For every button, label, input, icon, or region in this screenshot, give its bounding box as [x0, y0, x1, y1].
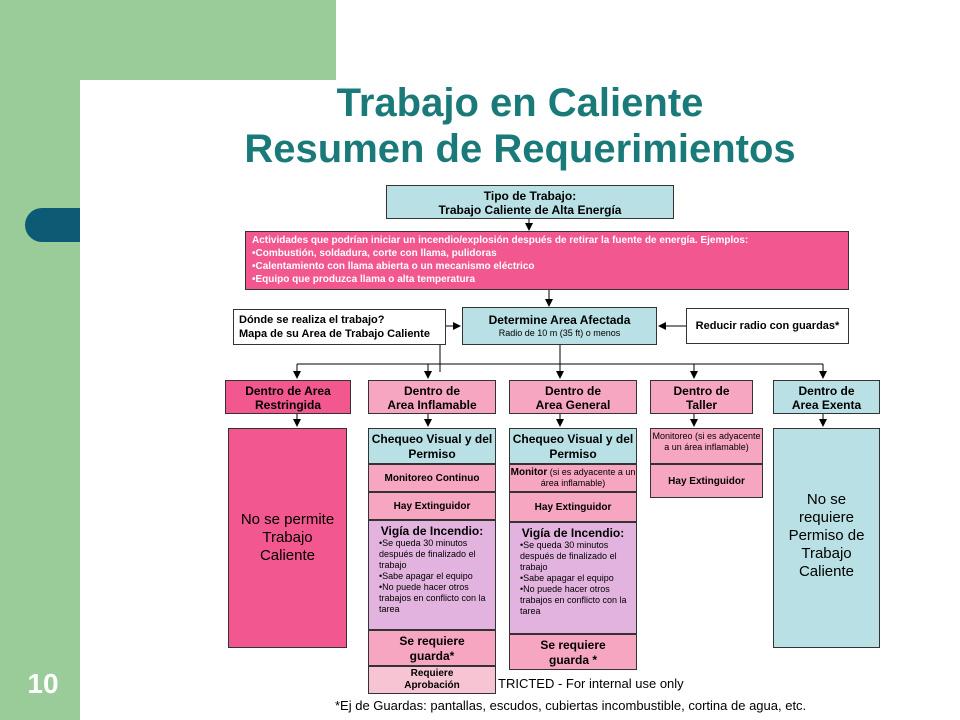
col3-check-text: Chequeo Visual y del Permiso: [512, 432, 634, 461]
reduce-radius-label: Reducir radio con guardas*: [695, 320, 840, 332]
zone-shop-box: [650, 380, 753, 414]
reduce-radius-box: [686, 308, 849, 344]
firewatch-item: • Sabe apagar el equipo: [520, 573, 632, 584]
zone-line: Dentro de: [673, 384, 730, 398]
col4-extinguisher-box: [650, 464, 763, 498]
no-permit-text: No se requiere Permiso de Trabajo Caliente: [788, 491, 865, 580]
zone-general-box: [509, 380, 637, 414]
col2-check-box: [368, 428, 496, 464]
determine-area-box: [462, 307, 657, 345]
work-type-box: [386, 185, 674, 219]
zone-line: Dentro de: [798, 384, 855, 398]
col2-approval-box: [368, 666, 496, 694]
zone-line: Dentro de Area: [245, 384, 331, 398]
work-location-question: Dónde se realiza el trabajo?: [239, 314, 385, 326]
col2-monitor-text: Monitoreo Continuo: [384, 473, 480, 484]
zone-restricted-box: [225, 380, 351, 414]
title-line-1: Trabajo en Caliente: [336, 81, 704, 125]
no-hot-work-box: [228, 428, 347, 648]
zone-line: Dentro de: [544, 384, 601, 398]
col2-firewatch-title: Vigía de Incendio:: [380, 524, 484, 538]
col3-firewatch-box: [509, 522, 637, 634]
work-location-box: [233, 309, 446, 345]
work-type-value: Trabajo Caliente de Alta Energía: [438, 203, 622, 217]
col4-monitor-text: Monitoreo (si es adyacente a un área inflamable): [652, 431, 761, 452]
activities-box: [245, 231, 849, 290]
col2-monitor-box: [368, 464, 496, 492]
confidential-footer: TRICTED - For internal use only: [498, 676, 684, 691]
zone-flammable-box: [368, 380, 496, 414]
title-line-2: Resumen de Requerimientos: [244, 127, 796, 171]
activity-bullet: •Combustión, soldadura, corte con llama, pulidoras: [252, 248, 497, 259]
col2-check-text: Chequeo Visual y del Permiso: [371, 432, 493, 461]
determine-area-radius: Radio de 10 m (35 ft) o menos: [498, 328, 621, 338]
firewatch-item: • No puede hacer otros trabajos en conflicto con la tarea: [520, 584, 632, 617]
activity-bullet: •Calentamiento con llama abierta o un mecanismo eléctrico: [252, 261, 535, 272]
firewatch-item: • Se queda 30 minutos después de finalizado el trabajo: [520, 540, 632, 573]
zone-line: Area Exenta: [791, 398, 862, 412]
col2-firewatch-list: [373, 538, 491, 615]
firewatch-item: • No puede hacer otros trabajos en conflicto con la tarea: [379, 582, 491, 615]
zone-line: Restringida: [254, 398, 321, 412]
no-permit-box: [773, 428, 880, 648]
zone-line: Dentro de: [403, 384, 460, 398]
work-type-label: Tipo de Trabajo:: [483, 189, 577, 203]
work-location-map: Mapa de su Area de Trabajo Caliente: [239, 328, 430, 340]
col2-guard-box: [368, 630, 496, 666]
col3-extinguisher-box: [509, 492, 637, 522]
col3-check-box: [509, 428, 637, 464]
col3-extinguisher-text: Hay Extinguidor: [534, 502, 612, 513]
activity-bullet: •Equipo que produzca llama o alta temperatura: [252, 274, 476, 285]
guards-footnote: *Ej de Guardas: pantallas, escudos, cubiertas incombustible, cortina de agua, etc.: [335, 698, 807, 713]
col3-firewatch-title: Vigía de Incendio:: [521, 526, 625, 540]
col2-approval-text: Requiere Aprobación: [404, 668, 460, 691]
zone-line: Area General: [535, 398, 611, 412]
slide-number: 10: [27, 668, 59, 699]
firewatch-item: • Se queda 30 minutos después de finalizado el trabajo: [379, 538, 491, 571]
firewatch-item: • Sabe apagar el equipo: [379, 571, 491, 582]
col2-extinguisher-box: [368, 492, 496, 520]
zone-exempt-box: [773, 380, 880, 414]
no-hot-work-text: No se permite Trabajo Caliente: [240, 511, 335, 564]
col3-guard-text: Se requiere guarda *: [540, 638, 606, 667]
col3-monitor-note: (si es adyacente a un área inflamable): [540, 467, 636, 488]
col2-extinguisher-text: Hay Extinguidor: [393, 501, 471, 512]
col3-monitor-box: [509, 464, 637, 492]
col4-monitor-box: [650, 428, 763, 464]
col3-guard-box: [509, 634, 637, 670]
col2-firewatch-box: [368, 520, 496, 630]
determine-area-title: Determine Area Afectada: [488, 313, 631, 327]
col2-guard-text: Se requiere guarda*: [399, 634, 465, 663]
col3-firewatch-list: [514, 540, 632, 617]
activities-heading: Actividades que podrían iniciar un incendio/explosión después de retirar la fuente de energía. Ejemplos:: [252, 235, 749, 246]
zone-line: Taller: [685, 398, 718, 412]
col3-monitor-label: Monitor: [510, 467, 548, 478]
col4-extinguisher-text: Hay Extinguidor: [668, 476, 745, 487]
zone-line: Area Inflamable: [387, 398, 477, 412]
